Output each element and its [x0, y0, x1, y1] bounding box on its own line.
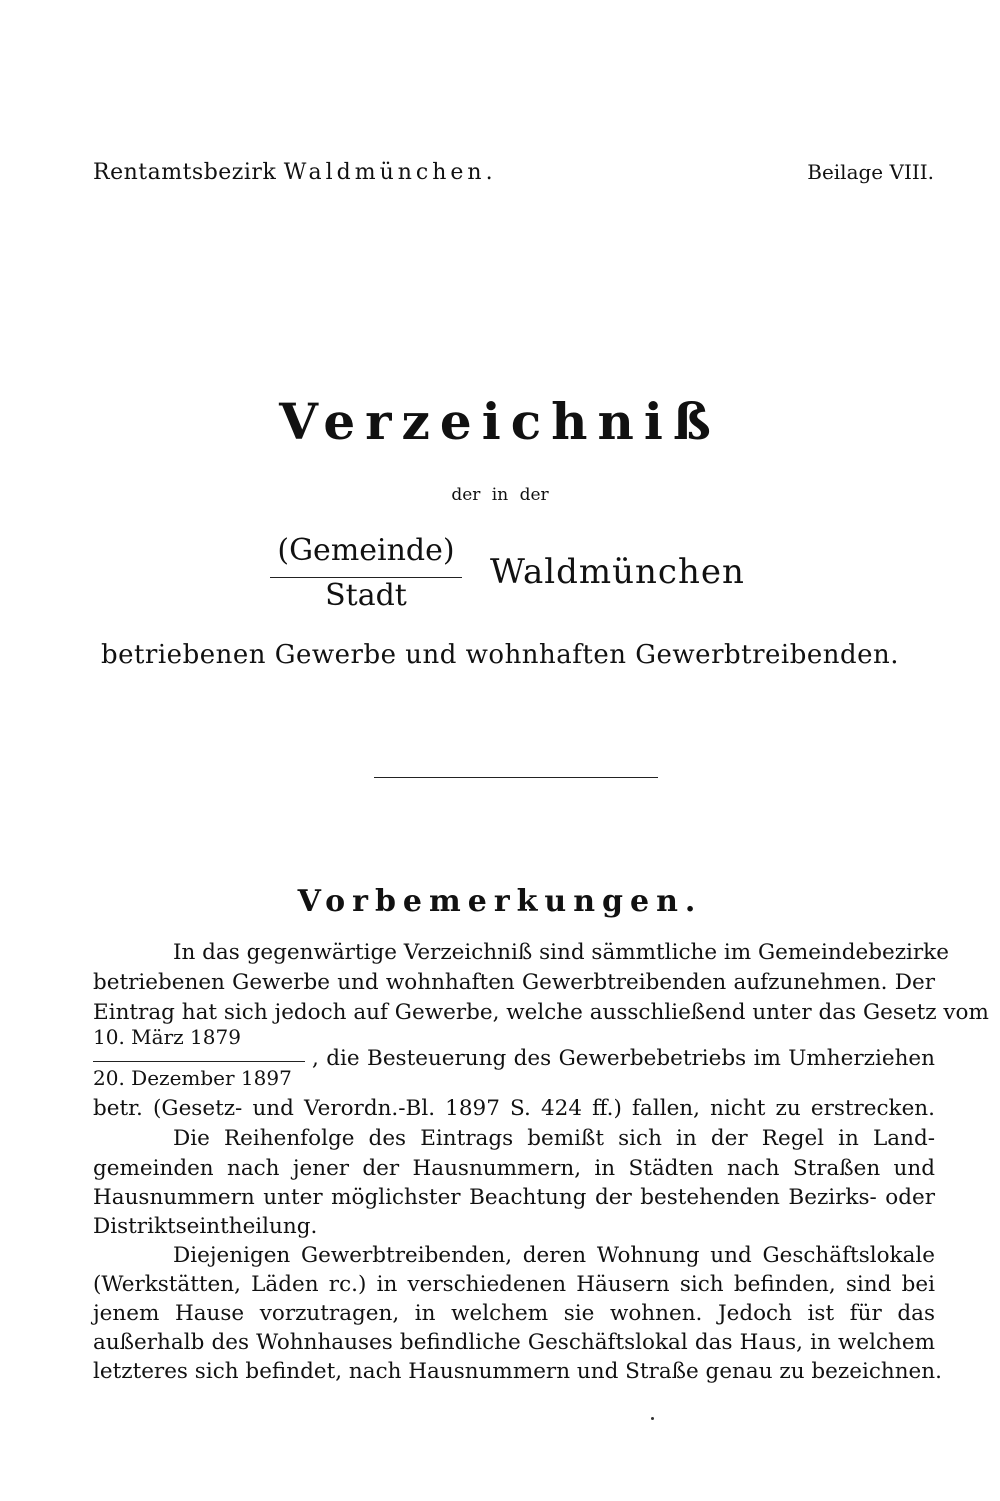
title-description: betriebenen Gewerbe und wohnhaften Gewerbtreibenden.: [100, 640, 900, 670]
district-name: Waldmünchen.: [283, 160, 497, 185]
law-date-bottom: 20. Dezember 1897: [93, 1066, 292, 1090]
body-line: außerhalb des Wohnhauses befindliche Geschäftslokal das Haus, in welchem: [93, 1330, 935, 1355]
municipality-name: Waldmünchen: [490, 552, 745, 592]
document-title: Verzeichniß: [279, 392, 721, 451]
law-date-top: 10. März 1879: [93, 1025, 241, 1049]
body-line: gemeinden nach jener der Hausnummern, in Städten nach Straßen und: [93, 1156, 935, 1181]
title-subline: der in der: [451, 485, 549, 505]
body-line: In das gegenwärtige Verzeichniß sind sämmtliche im Gemeindebezirke: [173, 940, 949, 965]
law-date-fraction-line: [93, 1061, 305, 1062]
municipality-type-top: (Gemeinde): [277, 533, 455, 568]
section-heading: Vorbemerkungen.: [297, 884, 703, 919]
body-line: Eintrag hat sich jedoch auf Gewerbe, welche ausschließend unter das Gesetz vom: [93, 1000, 989, 1025]
body-line: Distriktseintheilung.: [93, 1214, 318, 1239]
body-line: letzteres sich befindet, nach Hausnummern und Straße genau zu bezeichnen.: [93, 1359, 942, 1384]
supplement-label: Beilage VIII.: [807, 160, 934, 184]
body-line: , die Besteuerung des Gewerbebetriebs im Umherziehen: [312, 1046, 935, 1071]
body-line: (Werkstätten, Läden rc.) in verschiedenen Häusern sich befinden, sind bei: [93, 1272, 935, 1297]
body-line: betriebenen Gewerbe und wohnhaften Gewerbtreibenden aufzunehmen. Der: [93, 970, 935, 995]
district-header: [93, 160, 497, 185]
print-speck: [651, 1417, 654, 1420]
body-line: Hausnummern unter möglichster Beachtung der bestehenden Bezirks- oder: [93, 1185, 935, 1210]
body-line: jenem Hause vorzutragen, in welchem sie wohnen. Jedoch ist für das: [93, 1301, 935, 1326]
body-line: Die Reihenfolge des Eintrags bemißt sich in der Regel in Land-: [173, 1126, 935, 1151]
municipality-type-bottom: Stadt: [325, 578, 407, 613]
body-line: Diejenigen Gewerbtreibenden, deren Wohnung und Geschäftslokale: [173, 1243, 935, 1268]
separator-rule: [374, 777, 658, 778]
body-line: betr. (Gesetz- und Verordn.-Bl. 1897 S. 424 ff.) fallen, nicht zu erstrecken.: [93, 1096, 935, 1121]
district-prefix: Rentamtsbezirk: [93, 160, 277, 185]
